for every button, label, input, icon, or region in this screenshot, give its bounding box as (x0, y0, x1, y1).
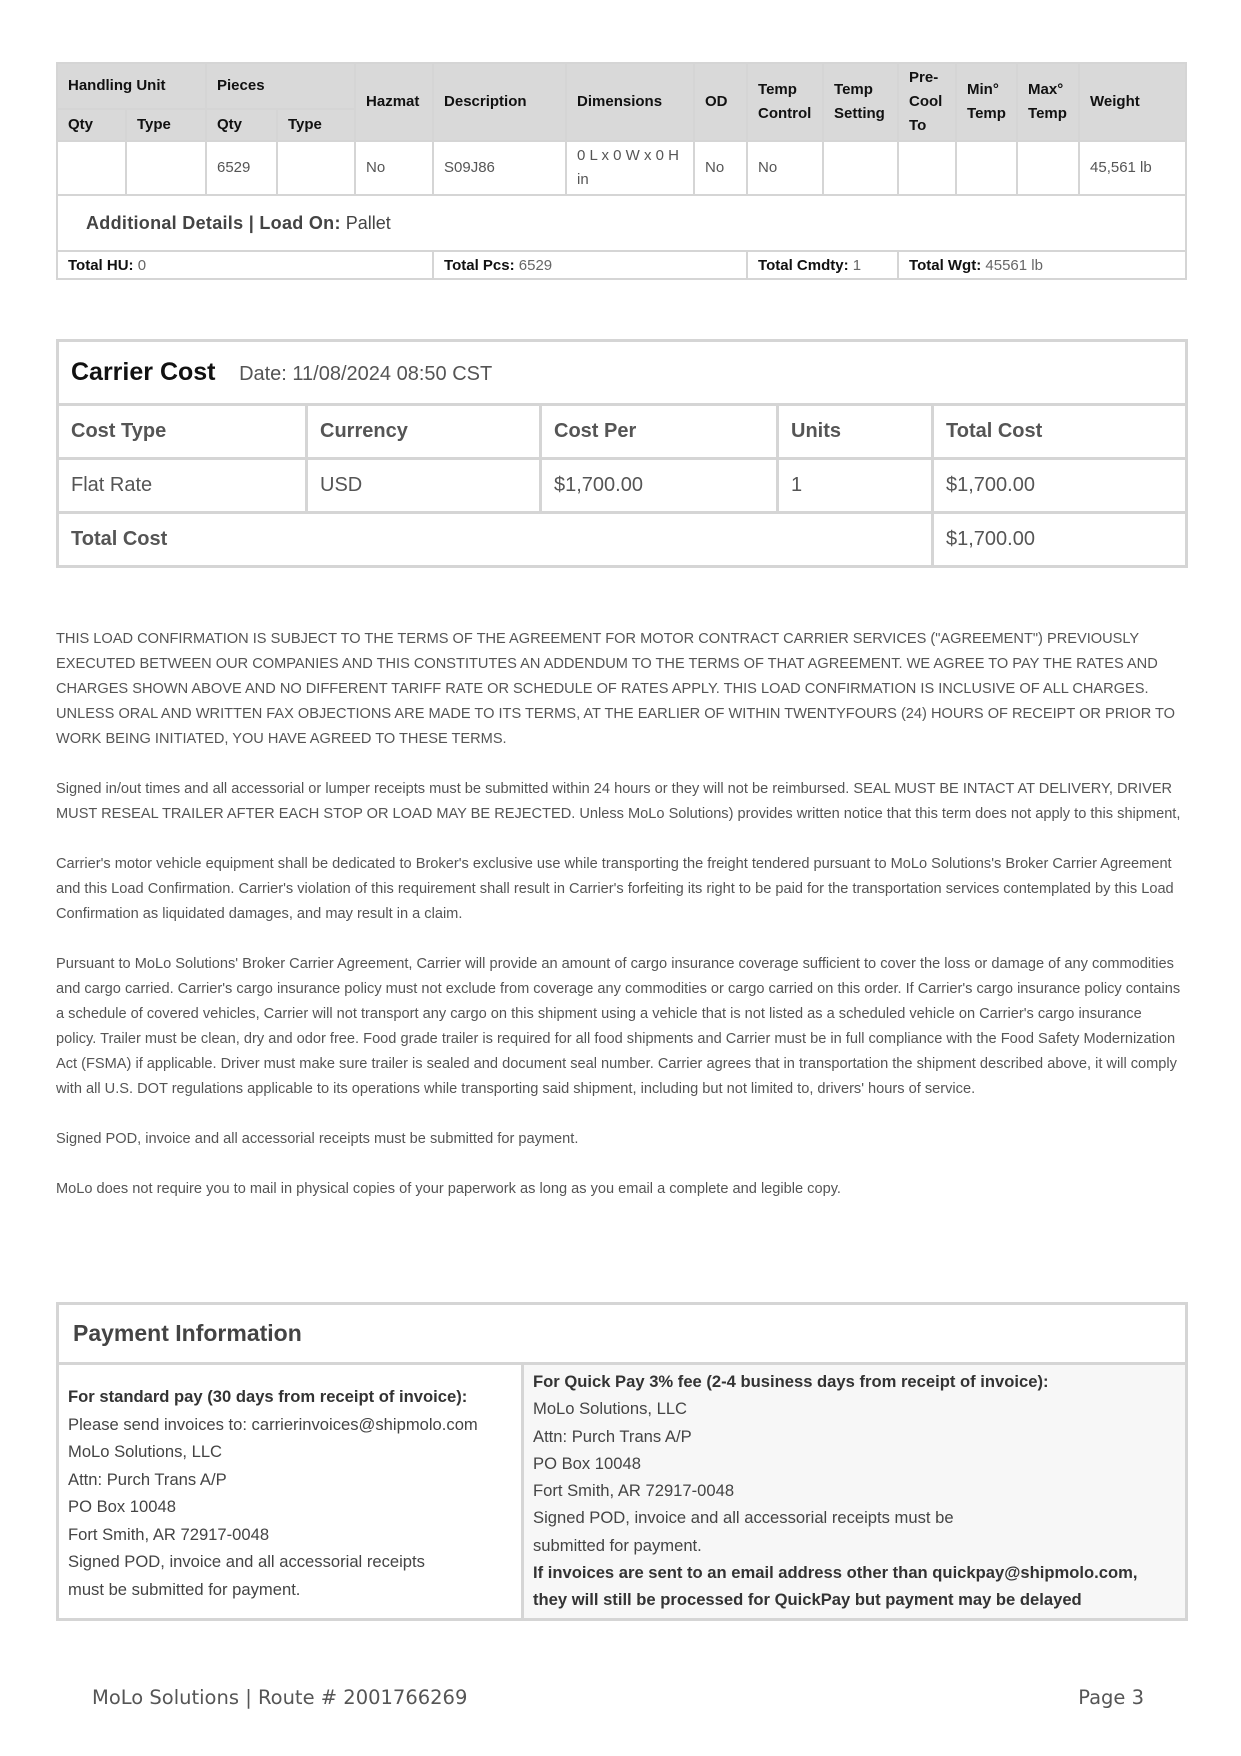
carrier-cost-title: Carrier Cost (71, 358, 216, 386)
header-weight: Weight (1079, 63, 1186, 141)
header-handling-unit: Handling Unit (57, 63, 206, 109)
header-min-temp: Min° Temp (956, 63, 1017, 141)
commodity-table (56, 62, 1187, 280)
page-number: Page 3 (1078, 1686, 1144, 1709)
cell-temp-setting (823, 141, 898, 195)
total-wgt-label: Total Wgt: (909, 256, 982, 274)
standard-pay-line: Fort Smith, AR 72917-0048 (68, 1524, 270, 1544)
terms-paragraph: THIS LOAD CONFIRMATION IS SUBJECT TO THE TERMS OF THE AGREEMENT FOR MOTOR CONTRACT CARRIER SERVICES ("AGREEMENT") PREVIOUSLY EXECUTED BETWEEN OUR COMPANIES AND THIS CONSTITUTES AN ADDENDUM TO THE TERMS OF THAT AGREEMENT. WE AGREE TO PAY THE RATES AND CHARGES SHOWN ABOVE AND NO DIFFERENT TARIFF RATE OR SCHEDULE OF RATES APPLY. THIS LOAD CONFIRMATION IS INCLUSIVE OF ALL CHARGES. UNLESS ORAL AND WRITTEN FAX OBJECTIONS ARE MADE TO ITS TERMS, AT THE EARLIER OF WITHIN TWENTYFOURS (24) HOURS OF RECEIPT OR PRIOR TO WORK BEING INITIATED, YOU HAVE AGREED TO THESE TERMS. (56, 631, 1176, 747)
standard-pay-line: must be submitted for payment. (68, 1579, 301, 1599)
quick-pay-line: Fort Smith, AR 72917-0048 (533, 1481, 735, 1501)
total-cost-value: $1,700.00 (933, 513, 1187, 567)
standard-pay-line: MoLo Solutions, LLC (68, 1442, 223, 1461)
total-cmdty-value: 1 (852, 256, 862, 274)
total-pcs-label: Total Pcs: (444, 256, 515, 274)
standard-pay-block (58, 1364, 523, 1620)
terms-paragraph: MoLo does not require you to mail in physical copies of your paperwork as long as you email a complete and legible copy. (56, 1181, 841, 1197)
cell-total-cost: $1,700.00 (933, 459, 1187, 513)
quick-pay-line: Attn: Purch Trans A/P (533, 1426, 692, 1446)
terms-paragraph: Pursuant to MoLo Solutions' Broker Carrier Agreement, Carrier will provide an amount of cargo insurance coverage sufficient to cover the loss or damage of any commodities and cargo carried. Carrier's cargo insurance policy must not exclude from coverage any commodities or cargo carried on this order. If Carrier's cargo insurance policy contains a schedule of covered vehicles, Carrier will not transport any cargo on this shipment using a vehicle that is not listed as a scheduled vehicle on Carrier's cargo insurance policy. Trailer must be clean, dry and odor free. Food grade trailer is required for all food shipments and Carrier must be in full compliance with the Food Safety Modernization Act (FSMA) if applicable. Driver must make sure trailer is sealed and document seal number. Carrier agrees that in transportation the shipment described above, it will comply with all U.S. DOT regulations applicable to its operations while transporting said shipment, including but not limited to, drivers' hours of service. (56, 956, 1181, 1097)
standard-pay-line: Signed POD, invoice and all accessorial receipts (68, 1552, 425, 1571)
terms-paragraph: Signed POD, invoice and all accessorial receipts must be submitted for payment. (56, 1131, 579, 1147)
quick-pay-heading: For Quick Pay 3% fee (2-4 business days from receipt of invoice): (533, 1372, 1049, 1391)
total-pcs (433, 251, 747, 279)
quick-pay-line: PO Box 10048 (533, 1453, 641, 1473)
total-pcs-value: 6529 (518, 256, 553, 274)
quick-pay-line: MoLo Solutions, LLC (533, 1399, 688, 1419)
table-row (58, 459, 1187, 513)
payment-information-table (56, 1302, 1188, 1621)
cell-description: S09J86 (433, 141, 566, 195)
carrier-cost-header (58, 341, 1187, 405)
total-cmdty (747, 251, 898, 279)
total-wgt (898, 251, 1186, 279)
header-od: OD (694, 63, 747, 141)
header-dimensions: Dimensions (566, 63, 694, 141)
header-description: Description (433, 63, 566, 141)
terms-section (56, 627, 1186, 1227)
header-temp-control: Temp Control (747, 63, 823, 141)
total-cost-label: Total Cost (58, 513, 933, 567)
standard-pay-line: Attn: Purch Trans A/P (68, 1469, 227, 1489)
cell-pre-cool-to (898, 141, 956, 195)
header-hazmat: Hazmat (355, 63, 433, 141)
col-cost-per: Cost Per (541, 405, 778, 459)
col-units: Units (778, 405, 933, 459)
cell-hu-qty (57, 141, 126, 195)
col-currency: Currency (307, 405, 541, 459)
header-pcs-qty: Qty (206, 109, 277, 141)
standard-pay-line: Please send invoices to: carrierinvoices@shipmolo.com (68, 1414, 478, 1434)
quick-pay-notice: If invoices are sent to an email address other than quickpay@shipmolo.com, (533, 1563, 1138, 1583)
quick-pay-line: submitted for payment. (533, 1535, 702, 1555)
cell-cost-type: Flat Rate (58, 459, 307, 513)
cell-temp-control: No (747, 141, 823, 195)
footer-route: MoLo Solutions | Route # 2001766269 (92, 1686, 468, 1709)
carrier-cost-date: Date: 11/08/2024 08:50 CST (239, 363, 493, 385)
header-max-temp: Max° Temp (1017, 63, 1079, 141)
cell-units: 1 (778, 459, 933, 513)
cell-currency: USD (307, 459, 541, 513)
header-pre-cool-to: Pre-Cool To (898, 63, 956, 141)
terms-paragraph: Signed in/out times and all accessorial or lumper receipts must be submitted within 24 hours or they will not be reimbursed. SEAL MUST BE INTACT AT DELIVERY, DRIVER MUST RESEAL TRAILER AFTER EACH STOP OR LOAD MAY BE REJECTED. Unless MoLo Solutions) provides written notice that this term does not apply to this shipment, (56, 781, 1181, 822)
total-wgt-value: 45561 lb (985, 256, 1043, 274)
header-pcs-type: Type (277, 109, 355, 141)
total-hu-label: Total HU: (68, 256, 134, 274)
cell-pcs-qty: 6529 (206, 141, 277, 195)
header-temp-setting: Temp Setting (823, 63, 898, 141)
cell-pcs-type (277, 141, 355, 195)
cell-max-temp (1017, 141, 1079, 195)
total-hu (57, 251, 433, 279)
cell-hu-type (126, 141, 206, 195)
header-pieces: Pieces (206, 63, 355, 109)
carrier-cost-table (56, 339, 1188, 568)
col-total-cost: Total Cost (933, 405, 1187, 459)
header-hu-qty: Qty (57, 109, 126, 141)
additional-details-label: Additional Details | Load On: (86, 212, 341, 233)
quick-pay-block (523, 1364, 1187, 1620)
cell-weight: 45,561 lb (1079, 141, 1186, 195)
cell-dimensions: 0 L x 0 W x 0 H in (566, 141, 694, 195)
quick-pay-line: Signed POD, invoice and all accessorial receipts must be (533, 1508, 954, 1528)
additional-details (57, 195, 1186, 251)
table-row (57, 141, 1186, 195)
cell-cost-per: $1,700.00 (541, 459, 778, 513)
payment-title: Payment Information (58, 1304, 1187, 1364)
cell-hazmat: No (355, 141, 433, 195)
total-cmdty-label: Total Cmdty: (758, 256, 849, 274)
cell-od: No (694, 141, 747, 195)
quick-pay-notice: they will still be processed for QuickPay but payment may be delayed (533, 1590, 1082, 1610)
standard-pay-line: PO Box 10048 (68, 1497, 176, 1516)
col-cost-type: Cost Type (58, 405, 307, 459)
total-hu-value: 0 (137, 256, 147, 274)
header-hu-type: Type (126, 109, 206, 141)
standard-pay-heading: For standard pay (30 days from receipt of invoice): (68, 1387, 468, 1406)
cell-min-temp (956, 141, 1017, 195)
terms-paragraph: Carrier's motor vehicle equipment shall be dedicated to Broker's exclusive use while transporting the freight tendered pursuant to MoLo Solutions's Broker Carrier Agreement and this Load Confirmation. Carrier's violation of this requirement shall result in Carrier's forfeiting its right to be paid for the transportation services contemplated by this Load Confirmation as liquidated damages, and may result in a claim. (56, 856, 1174, 922)
additional-details-value: Pallet (345, 212, 391, 233)
